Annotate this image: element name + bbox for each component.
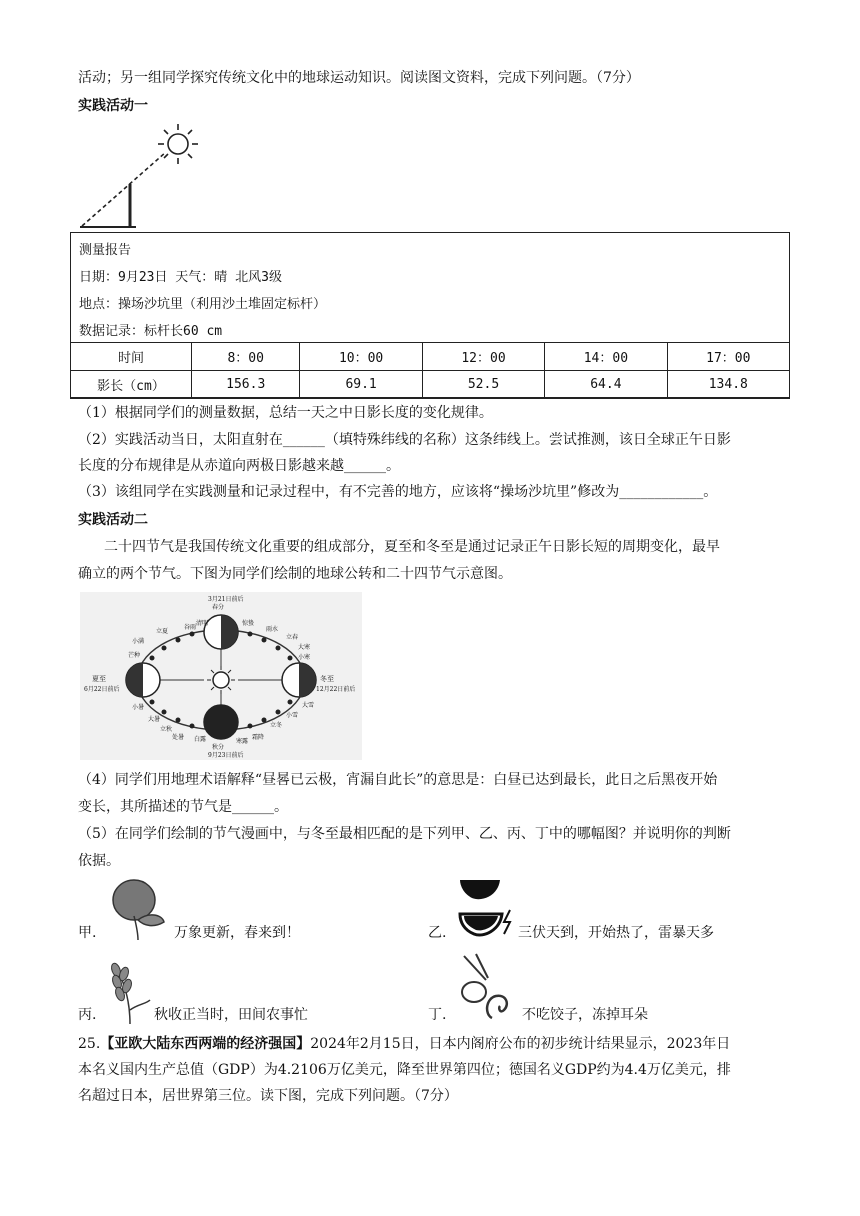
- table-row: [71, 371, 790, 399]
- question-2a: （2）实践活动当日，太阳直射在______（填特殊纬线的名称）这条纬线上。尝试推测，该日全球正午日影: [78, 432, 731, 448]
- sprout-icon: [102, 876, 172, 942]
- table-cell: 12：00: [422, 343, 544, 371]
- term-label: 小满: [132, 638, 145, 645]
- intro-text: 活动；另一组同学探究传统文化中的地球运动知识。阅读图文资料，完成下列问题。（7分）: [78, 70, 640, 86]
- label-summer: 夏至: [92, 675, 106, 683]
- label-autumn: 秋分: [212, 744, 225, 751]
- report-place: 地点：操场沙坑里（利用沙土堆固定标杆）: [79, 297, 327, 312]
- orbit-diagram: [80, 592, 362, 760]
- table-cell: 14：00: [545, 343, 667, 371]
- activity2-text-a: 二十四节气是我国传统文化重要的组成部分，夏至和冬至是通过记录正午日影长短的周期变化，最早: [104, 539, 720, 555]
- term-label: 大寒: [298, 644, 311, 651]
- term-label: 霜降: [252, 734, 265, 741]
- term-label: 立春: [286, 634, 299, 641]
- label-winter-date: 12月22日前后: [316, 686, 356, 693]
- term-label: 立秋: [160, 726, 173, 733]
- label-autumn-date: 9月23日前后: [208, 752, 244, 759]
- question-25-number: 25.: [78, 1036, 101, 1052]
- earth-spring: [204, 615, 238, 649]
- option-yi-label: 乙.: [428, 925, 447, 941]
- measurement-report: [70, 232, 790, 398]
- term-label: 寒露: [236, 738, 249, 745]
- term-label: 大雪: [302, 702, 315, 709]
- question-25-title: 【亚欧大陆东西两端的经济强国】: [100, 1036, 311, 1052]
- term-label: 雨水: [266, 626, 279, 633]
- term-label: 立冬: [270, 722, 283, 729]
- option-bing-text: 秋收正当时，田间农事忙: [154, 1007, 308, 1023]
- question-3: （3）该组同学在实践测量和记录过程中，有不完善的地方，应该将“操场沙坑里”修改为____________。: [78, 484, 718, 500]
- ear-dumpling-icon: [456, 948, 520, 1022]
- term-label: 处暑: [172, 734, 185, 741]
- option-ding-label: 丁.: [428, 1007, 447, 1023]
- wheat-icon: [100, 960, 156, 1026]
- term-label: 立夏: [156, 628, 169, 635]
- table-header: 影长（cm）: [71, 371, 192, 399]
- table-cell: 52.5: [422, 371, 544, 399]
- question-5b: 依据。: [78, 853, 120, 869]
- report-title: 测量报告: [79, 243, 132, 258]
- sun-icon: [207, 666, 235, 694]
- question-25-line3: 名超过日本，居世界第三位。读下图，完成下列问题。（7分）: [78, 1088, 458, 1104]
- activity1-title: 实践活动一: [78, 98, 148, 114]
- table-cell: 134.8: [667, 371, 789, 399]
- table-cell: 10：00: [300, 343, 422, 371]
- table-cell: 156.3: [192, 371, 300, 399]
- earth-winter: [282, 663, 316, 697]
- option-ding-text: 不吃饺子，冻掉耳朵: [522, 1007, 648, 1023]
- table-cell: 64.4: [545, 371, 667, 399]
- question-25-text-a: 2024年2月15日，日本内阁府公布的初步统计结果显示，2023年日: [310, 1036, 731, 1052]
- term-label: 小暑: [132, 704, 145, 711]
- option-bing-label: 丙.: [78, 1007, 97, 1023]
- activity2-text-b: 确立的两个节气。下图为同学们绘制的地球公转和二十四节气示意图。: [78, 566, 512, 582]
- option-yi-text: 三伏天到，开始热了，雷暴天多: [518, 925, 714, 941]
- report-date: 日期：9月23日 天气：晴 北风3级: [79, 270, 282, 285]
- table-header: 时间: [71, 343, 192, 371]
- term-label: 小寒: [298, 654, 311, 661]
- table-cell: 17：00: [667, 343, 789, 371]
- label-winter: 冬至: [320, 675, 334, 683]
- term-label: 清明: [196, 620, 209, 627]
- table-cell: 8：00: [192, 343, 300, 371]
- earth-summer: [126, 663, 160, 697]
- label-spring: 春分: [212, 604, 225, 611]
- earth-autumn: [204, 705, 238, 739]
- activity2-title: 实践活动二: [78, 512, 148, 528]
- option-jia-text: 万象更新，春来到！: [174, 925, 300, 941]
- watermelon-lightning-icon: [458, 876, 518, 942]
- table-row: [71, 343, 790, 371]
- label-summer-date: 6月22日前后: [84, 686, 120, 693]
- shadow-data-table: [70, 342, 790, 399]
- question-5a: （5）在同学们绘制的节气漫画中，与冬至最相匹配的是下列甲、乙、丙、丁中的哪幅图？并说明你的判断: [78, 826, 731, 842]
- term-label: 芒种: [128, 652, 141, 659]
- label-spring-date: 3月21日前后: [208, 596, 244, 603]
- term-label: 谷雨: [184, 624, 197, 631]
- report-record: 数据记录：标杆长60 cm: [79, 324, 223, 339]
- table-cell: 69.1: [300, 371, 422, 399]
- question-4a: （4）同学们用地理术语解释“昼晷已云极，宵漏自此长”的意思是：白昼已达到最长，此日之后黑夜开始: [78, 772, 718, 788]
- term-label: 惊蛰: [242, 620, 255, 627]
- question-4b: 变长，其所描述的节气是______。: [78, 799, 288, 815]
- term-label: 小雪: [286, 712, 299, 719]
- term-label: 白露: [194, 736, 207, 743]
- term-label: 大暑: [148, 716, 161, 723]
- shadow-pole-figure: [78, 122, 202, 230]
- question-2b: 长度的分布规律是从赤道向两极日影越来越______。: [78, 458, 400, 474]
- option-jia-label: 甲.: [78, 925, 97, 941]
- sun-icon: [158, 124, 198, 164]
- question-25-line1: [78, 1034, 788, 1054]
- question-25-line2: 本名义国内生产总值（GDP）为4.2106万亿美元，降至世界第四位；德国名义GDP约为4.4万亿美元，排: [78, 1062, 731, 1078]
- question-1: （1）根据同学们的测量数据，总结一天之中日影长度的变化规律。: [78, 405, 493, 421]
